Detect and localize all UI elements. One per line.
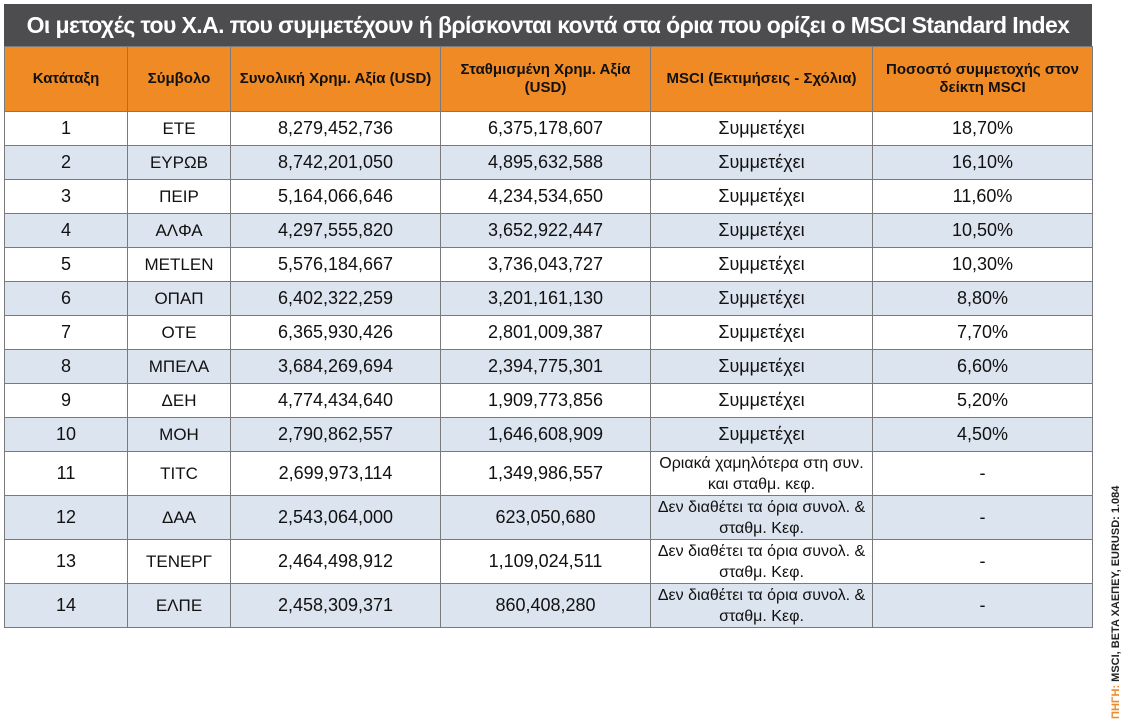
cell-rank: 10 (5, 418, 128, 452)
cell-symbol: ΜΠΕΛΑ (128, 350, 231, 384)
cell-weight: 5,20% (873, 384, 1093, 418)
cell-total-cap: 4,297,555,820 (231, 214, 441, 248)
cell-msci: Συμμετέχει (651, 146, 873, 180)
table-row (5, 418, 1093, 452)
cell-symbol: TITC (128, 452, 231, 496)
msci-stocks-table (4, 46, 1093, 628)
cell-weight: - (873, 540, 1093, 584)
cell-weighted-cap: 3,652,922,447 (441, 214, 651, 248)
cell-symbol: ΕΛΠΕ (128, 584, 231, 628)
cell-weight: 8,80% (873, 282, 1093, 316)
header-rank: Κατάταξη (5, 47, 128, 112)
cell-msci: Δεν διαθέτει τα όρια συνολ. & σταθμ. Κεφ. (651, 584, 873, 628)
cell-msci: Συμμετέχει (651, 214, 873, 248)
cell-symbol: ΟΠΑΠ (128, 282, 231, 316)
cell-msci: Συμμετέχει (651, 384, 873, 418)
cell-rank: 14 (5, 584, 128, 628)
cell-rank: 9 (5, 384, 128, 418)
cell-symbol: ΠΕΙΡ (128, 180, 231, 214)
header-weighted-cap: Σταθμισμένη Χρημ. Αξία (USD) (441, 47, 651, 112)
cell-weighted-cap: 1,909,773,856 (441, 384, 651, 418)
header-msci: MSCI (Εκτιμήσεις - Σχόλια) (651, 47, 873, 112)
source-note (1093, 0, 1122, 725)
cell-weighted-cap: 6,375,178,607 (441, 112, 651, 146)
cell-weighted-cap: 623,050,680 (441, 496, 651, 540)
cell-weighted-cap: 860,408,280 (441, 584, 651, 628)
cell-weighted-cap: 4,895,632,588 (441, 146, 651, 180)
cell-total-cap: 2,699,973,114 (231, 452, 441, 496)
header-row (5, 47, 1093, 112)
cell-weight: 16,10% (873, 146, 1093, 180)
header-total-cap: Συνολική Χρημ. Αξία (USD) (231, 47, 441, 112)
cell-rank: 7 (5, 316, 128, 350)
table-title: Οι μετοχές του Χ.Α. που συμμετέχουν ή βρίσκονται κοντά στα όρια που ορίζει ο MSCI Standard Index (4, 4, 1092, 46)
cell-rank: 1 (5, 112, 128, 146)
cell-rank: 2 (5, 146, 128, 180)
cell-weighted-cap: 1,646,608,909 (441, 418, 651, 452)
cell-symbol: ΕΤΕ (128, 112, 231, 146)
table-row (5, 282, 1093, 316)
table-row (5, 316, 1093, 350)
cell-rank: 4 (5, 214, 128, 248)
cell-weight: 7,70% (873, 316, 1093, 350)
cell-weight: 18,70% (873, 112, 1093, 146)
cell-msci: Συμμετέχει (651, 316, 873, 350)
cell-msci: Συμμετέχει (651, 248, 873, 282)
cell-weighted-cap: 4,234,534,650 (441, 180, 651, 214)
cell-weighted-cap: 1,349,986,557 (441, 452, 651, 496)
cell-weighted-cap: 2,801,009,387 (441, 316, 651, 350)
table-row (5, 146, 1093, 180)
cell-weight: 6,60% (873, 350, 1093, 384)
cell-rank: 12 (5, 496, 128, 540)
cell-total-cap: 5,576,184,667 (231, 248, 441, 282)
source-value: MSCI, BETA ΧΑΕΠΕΥ, EURUSD: 1.084 (1109, 485, 1122, 685)
cell-total-cap: 2,464,498,912 (231, 540, 441, 584)
table-row (5, 350, 1093, 384)
header-symbol: Σύμβολο (128, 47, 231, 112)
cell-total-cap: 2,543,064,000 (231, 496, 441, 540)
cell-msci: Δεν διαθέτει τα όρια συνολ. & σταθμ. Κεφ. (651, 496, 873, 540)
cell-symbol: ΔΑΑ (128, 496, 231, 540)
table-row (5, 384, 1093, 418)
cell-symbol: ΟΤΕ (128, 316, 231, 350)
cell-symbol: METLEN (128, 248, 231, 282)
cell-total-cap: 6,365,930,426 (231, 316, 441, 350)
cell-total-cap: 2,790,862,557 (231, 418, 441, 452)
cell-msci: Οριακά χαμηλότερα στη συν. και σταθμ. κεφ. (651, 452, 873, 496)
cell-msci: Συμμετέχει (651, 282, 873, 316)
table-row (5, 540, 1093, 584)
table-row (5, 180, 1093, 214)
cell-weight: - (873, 452, 1093, 496)
cell-weight: 4,50% (873, 418, 1093, 452)
source-text (1110, 486, 1122, 719)
cell-total-cap: 5,164,066,646 (231, 180, 441, 214)
header-weight: Ποσοστό συμμετοχής στον δείκτη MSCI (873, 47, 1093, 112)
cell-rank: 5 (5, 248, 128, 282)
table-row (5, 584, 1093, 628)
cell-symbol: ΕΥΡΩΒ (128, 146, 231, 180)
cell-rank: 13 (5, 540, 128, 584)
msci-table-panel (4, 4, 1092, 720)
cell-weighted-cap: 1,109,024,511 (441, 540, 651, 584)
cell-rank: 3 (5, 180, 128, 214)
cell-weight: 11,60% (873, 180, 1093, 214)
cell-weighted-cap: 2,394,775,301 (441, 350, 651, 384)
table-row (5, 248, 1093, 282)
cell-weight: - (873, 496, 1093, 540)
cell-total-cap: 3,684,269,694 (231, 350, 441, 384)
cell-symbol: ΔΕΗ (128, 384, 231, 418)
cell-weighted-cap: 3,736,043,727 (441, 248, 651, 282)
cell-symbol: ΑΛΦΑ (128, 214, 231, 248)
cell-total-cap: 2,458,309,371 (231, 584, 441, 628)
cell-msci: Συμμετέχει (651, 350, 873, 384)
source-label: ΠΗΓΗ: (1109, 684, 1122, 719)
table-row (5, 214, 1093, 248)
cell-symbol: ΤΕΝΕΡΓ (128, 540, 231, 584)
cell-msci: Συμμετέχει (651, 180, 873, 214)
cell-weight: 10,50% (873, 214, 1093, 248)
cell-weight: - (873, 584, 1093, 628)
cell-total-cap: 8,279,452,736 (231, 112, 441, 146)
table-row (5, 112, 1093, 146)
table-row (5, 496, 1093, 540)
cell-total-cap: 4,774,434,640 (231, 384, 441, 418)
cell-rank: 8 (5, 350, 128, 384)
cell-symbol: ΜΟΗ (128, 418, 231, 452)
table-row (5, 452, 1093, 496)
cell-weight: 10,30% (873, 248, 1093, 282)
cell-msci: Συμμετέχει (651, 418, 873, 452)
cell-rank: 6 (5, 282, 128, 316)
cell-rank: 11 (5, 452, 128, 496)
cell-msci: Συμμετέχει (651, 112, 873, 146)
cell-total-cap: 6,402,322,259 (231, 282, 441, 316)
cell-weighted-cap: 3,201,161,130 (441, 282, 651, 316)
cell-msci: Δεν διαθέτει τα όρια συνολ. & σταθμ. Κεφ. (651, 540, 873, 584)
cell-total-cap: 8,742,201,050 (231, 146, 441, 180)
